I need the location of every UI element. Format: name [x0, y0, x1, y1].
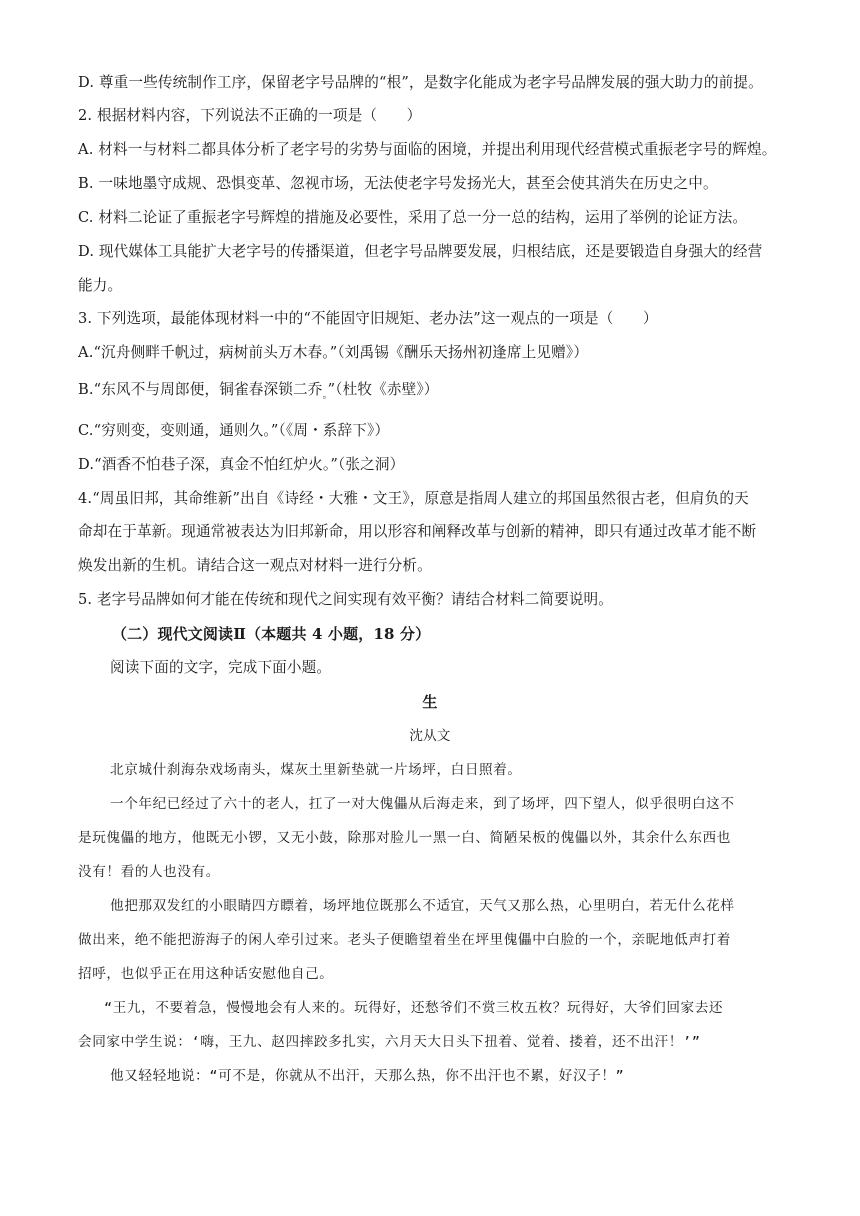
story-paragraph-1: 北京城什刹海杂戏场南头，煤灰土里新垫就一片场坪，白日照着。: [110, 762, 522, 778]
q2-option-d-line2: 能力。: [78, 277, 123, 294]
q3-option-d: D.“酒香不怕巷子深，真金不怕红炉火。”（张之洞）: [78, 456, 405, 473]
story-paragraph-4-line2: 会同家中学生说：‘嗨，王九、赵四摔跤多扎实，六月天大日头下扭着、觉着、搂着，还不出汗！’”: [78, 1034, 701, 1050]
question-4-line3: 焕发出新的生机。请结合这一观点对材料一进行分析。: [78, 557, 432, 574]
q1-option-d: D. 尊重一些传统制作工序，保留老字号品牌的“根”，是数字化能成为老字号品牌发展的强大助力的前提。: [78, 74, 763, 91]
story-paragraph-3-line3: 招呼，也似乎正在用这种话安慰他自己。: [78, 966, 334, 982]
q2-option-c: C. 材料二论证了重振老字号辉煌的措施及必要性，采用了总一分一总的结构，运用了举例的论证方法。: [78, 209, 748, 226]
story-paragraph-2-line1: 一个年纪已经过了六十的老人，扛了一对大傀儡从后海走来，到了场坪，四下望人，似乎很明白这不: [110, 796, 735, 812]
q3-option-b-text: B.“东风不与周郎便，铜雀春深锁二乔: [78, 381, 323, 398]
story-paragraph-4-line1: “王九，不要着急，慢慢地会有人来的。玩得好，还愁爷们不赏三枚五枚？玩得好，大爷们回家去还: [104, 1000, 724, 1016]
question-3: 3. 下列选项，最能体现材料一中的“不能固守旧规矩、老办法”这一观点的一项是（ ）: [78, 310, 658, 327]
section-instruction: 阅读下面的文字，完成下面小题。: [110, 659, 332, 676]
story-paragraph-2-line3: 没有！看的人也没有。: [78, 864, 220, 880]
q3-option-b-source: ”（杜牧《赤壁》）: [327, 381, 439, 398]
q2-option-b: B. 一味地墨守成规、恐惧变革、忽视市场，无法使老字号发扬光大，甚至会使其消失在历史之中。: [78, 175, 718, 192]
q2-option-d-line1: D. 现代媒体工具能扩大老字号的传播渠道，但老字号品牌要发展，归根结底，还是要锻造自身强大的经营: [78, 243, 763, 260]
question-4-line1: 4.“周虽旧邦，其命维新”出自《诗经・大雅・文王》，原意是指周人建立的邦国虽然很古老，但肩负的天: [78, 490, 749, 507]
section-title: （二）现代文阅读Ⅱ（本题共 4 小题，18 分）: [112, 625, 431, 643]
story-author: 沈从文: [409, 728, 451, 744]
question-4-line2: 命却在于革新。现通常被表达为旧邦新命，用以形容和阐释改革与创新的精神，即只有通过改革才能不断: [78, 523, 757, 540]
q2-option-a: A. 材料一与材料二都具体分析了老字号的劣势与面临的困境，并提出利用现代经营模式重振老字号的辉煌。: [78, 141, 777, 158]
q3-option-c: C.“穷则变，变则通，通则久。”（《周・系辞下》）: [78, 422, 390, 439]
story-paragraph-5: 他又轻轻地说：“可不是，你就从不出汗，天那么热，你不出汗也不累，好汉子！”: [110, 1068, 625, 1084]
story-paragraph-2-line2: 是玩傀儡的地方，他既无小锣，又无小鼓，除那对脸儿一黑一白、简陋呆板的傀儡以外，其余什么东西也: [78, 830, 731, 846]
story-paragraph-3-line1: 他把那双发红的小眼睛四方瞟着，场坪地位既那么不适宜，天气又那么热，心里明白，若无什么花样: [110, 898, 735, 914]
q3-option-a: A.“沉舟侧畔千帆过，病树前头万木春。”（刘禹锡《酬乐天扬州初逢席上见赠》）: [78, 344, 589, 361]
q3-option-b-mark: 。: [322, 390, 328, 401]
story-title: 生: [422, 693, 438, 711]
question-2: 2. 根据材料内容，下列说法不正确的一项是（ ）: [78, 107, 422, 124]
q3-option-b: [78, 380, 790, 406]
question-5: 5. 老字号品牌如何才能在传统和现代之间实现有效平衡？请结合材料二简要说明。: [78, 591, 614, 608]
story-paragraph-3-line2: 做出来，绝不能把游海子的闲人牵引过来。老头子便瞻望着坐在坪里傀儡中白脸的一个，亲昵地低声打着: [78, 932, 731, 948]
